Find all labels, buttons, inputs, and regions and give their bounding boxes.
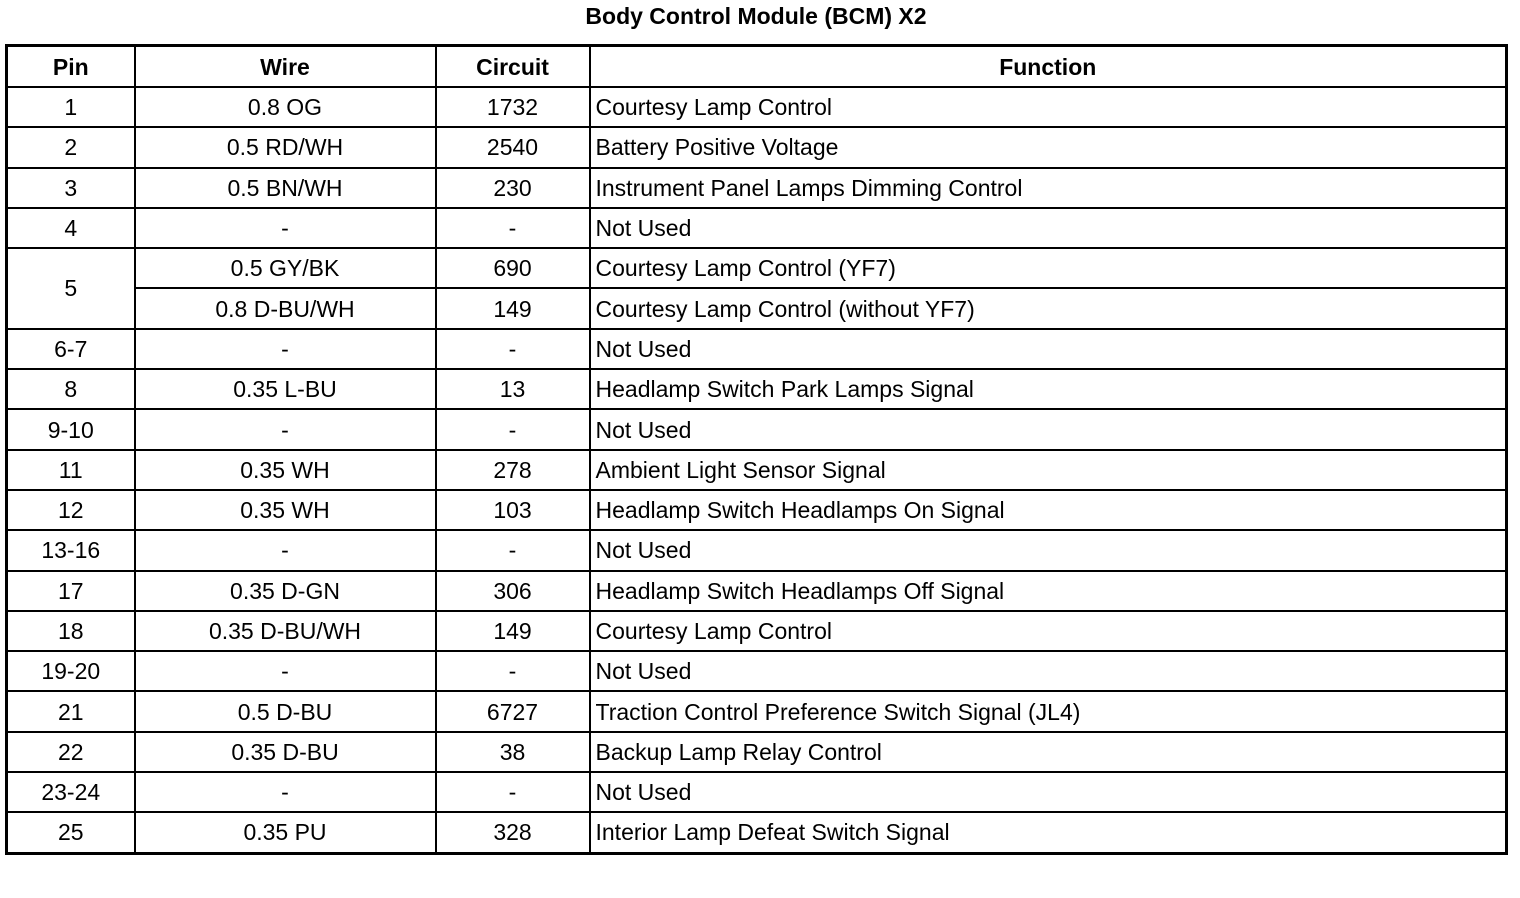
wire-cell: 0.35 L-BU [135,369,436,409]
pin-cell: 5 [7,248,135,329]
table-row [7,490,1507,530]
wire-cell: - [135,651,436,691]
pin-cell: 25 [7,812,135,853]
wire-cell: - [135,530,436,570]
function-cell: Not Used [590,208,1507,248]
wire-cell: 0.35 D-BU/WH [135,611,436,651]
table-row [7,409,1507,449]
wire-cell: 0.8 D-BU/WH [135,288,436,328]
pin-cell: 18 [7,611,135,651]
header-function: Function [590,46,1507,88]
pin-cell: 4 [7,208,135,248]
pinout-table [5,44,1508,855]
circuit-cell: 230 [436,168,590,208]
table-row [7,530,1507,570]
circuit-cell: 103 [436,490,590,530]
circuit-cell: 328 [436,812,590,853]
pin-cell: 6-7 [7,329,135,369]
function-cell: Interior Lamp Defeat Switch Signal [590,812,1507,853]
function-cell: Backup Lamp Relay Control [590,732,1507,772]
function-cell: Headlamp Switch Park Lamps Signal [590,369,1507,409]
wire-cell: 0.5 BN/WH [135,168,436,208]
function-cell: Instrument Panel Lamps Dimming Control [590,168,1507,208]
function-cell: Not Used [590,329,1507,369]
wire-cell: - [135,208,436,248]
table-row [7,651,1507,691]
table-row [7,329,1507,369]
header-circuit: Circuit [436,46,590,88]
table-row [7,571,1507,611]
table-row [7,691,1507,731]
page-title: Body Control Module (BCM) X2 [585,3,927,29]
wire-cell: 0.5 GY/BK [135,248,436,288]
circuit-cell: 1732 [436,87,590,127]
pin-cell: 2 [7,127,135,167]
table-row [7,812,1507,853]
table-row [7,732,1507,772]
wire-cell: - [135,772,436,812]
wire-cell: 0.8 OG [135,87,436,127]
pin-cell: 23-24 [7,772,135,812]
wire-cell: 0.35 PU [135,812,436,853]
circuit-cell: - [436,329,590,369]
table-row [7,288,1507,328]
function-cell: Headlamp Switch Headlamps Off Signal [590,571,1507,611]
pin-cell: 12 [7,490,135,530]
function-cell: Courtesy Lamp Control (YF7) [590,248,1507,288]
table-row [7,772,1507,812]
circuit-cell: - [436,530,590,570]
function-cell: Not Used [590,772,1507,812]
pin-cell: 22 [7,732,135,772]
header-wire: Wire [135,46,436,88]
circuit-cell: 38 [436,732,590,772]
function-cell: Courtesy Lamp Control (without YF7) [590,288,1507,328]
circuit-cell: 690 [436,248,590,288]
pin-cell: 9-10 [7,409,135,449]
function-cell: Headlamp Switch Headlamps On Signal [590,490,1507,530]
table-row [7,611,1507,651]
circuit-cell: 2540 [436,127,590,167]
circuit-cell: 278 [436,450,590,490]
pin-cell: 3 [7,168,135,208]
wire-cell: 0.35 WH [135,450,436,490]
pin-cell: 21 [7,691,135,731]
table-row [7,87,1507,127]
function-cell: Courtesy Lamp Control [590,87,1507,127]
wire-cell: 0.35 D-GN [135,571,436,611]
header-pin: Pin [7,46,135,88]
header-row [7,46,1507,88]
circuit-cell: - [436,409,590,449]
table-row [7,248,1507,288]
table-row [7,127,1507,167]
function-cell: Not Used [590,651,1507,691]
pin-cell: 13-16 [7,530,135,570]
function-cell: Traction Control Preference Switch Signal (JL4) [590,691,1507,731]
table-row [7,450,1507,490]
pin-cell: 17 [7,571,135,611]
wire-cell: 0.35 WH [135,490,436,530]
circuit-cell: - [436,772,590,812]
function-cell: Battery Positive Voltage [590,127,1507,167]
pin-cell: 19-20 [7,651,135,691]
circuit-cell: 306 [436,571,590,611]
wire-cell: - [135,329,436,369]
function-cell: Courtesy Lamp Control [590,611,1507,651]
function-cell: Not Used [590,409,1507,449]
wire-cell: 0.5 RD/WH [135,127,436,167]
wire-cell: 0.5 D-BU [135,691,436,731]
function-cell: Not Used [590,530,1507,570]
pin-cell: 11 [7,450,135,490]
circuit-cell: 149 [436,288,590,328]
wire-cell: 0.35 D-BU [135,732,436,772]
circuit-cell: 149 [436,611,590,651]
circuit-cell: - [436,208,590,248]
pin-cell: 1 [7,87,135,127]
circuit-cell: - [436,651,590,691]
circuit-cell: 6727 [436,691,590,731]
wire-cell: - [135,409,436,449]
circuit-cell: 13 [436,369,590,409]
table-row [7,168,1507,208]
table-row [7,369,1507,409]
pin-cell: 8 [7,369,135,409]
table-row [7,208,1507,248]
function-cell: Ambient Light Sensor Signal [590,450,1507,490]
